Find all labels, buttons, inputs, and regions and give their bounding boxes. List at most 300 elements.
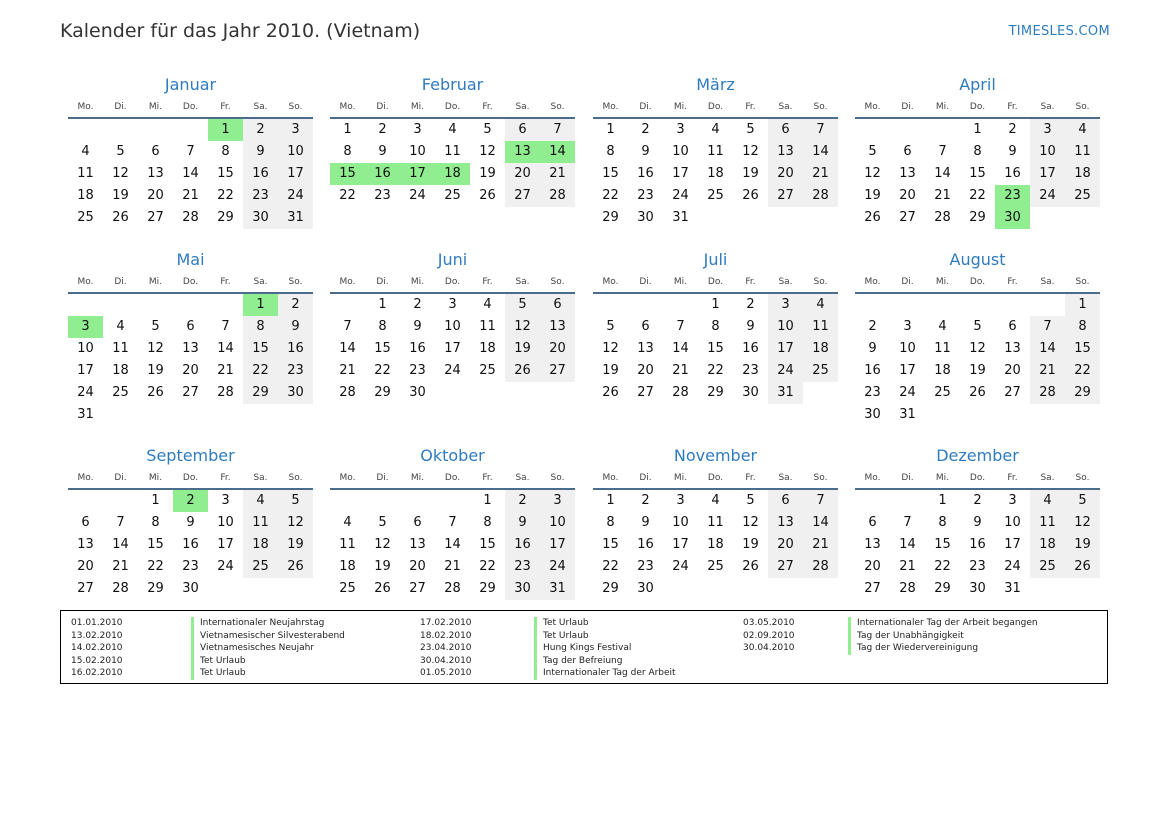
holiday-row xyxy=(71,630,411,643)
weekday-label: Mi. xyxy=(935,102,950,112)
empty-cell xyxy=(173,119,208,141)
day-cell: 30 xyxy=(505,578,540,600)
day-cell: 5 xyxy=(746,493,755,508)
day-cell: 27 xyxy=(1004,385,1021,400)
holiday-day: 16 xyxy=(365,163,400,185)
weekday-label: Fr. xyxy=(482,102,493,112)
holiday-day: 23 xyxy=(995,185,1030,207)
weekday-label: Di. xyxy=(901,277,914,287)
day-cell: 1 xyxy=(606,493,615,508)
weekday-label: Mi. xyxy=(410,102,425,112)
day-cell: 7 xyxy=(1030,316,1065,338)
day-cell: 4 xyxy=(448,122,457,137)
day-cell: 2 xyxy=(973,493,982,508)
weekday-header xyxy=(68,272,313,294)
day-cell: 10 xyxy=(1004,515,1021,530)
day-cell: 2 xyxy=(641,122,650,137)
day-cell: 31 xyxy=(278,207,313,229)
day-cell: 27 xyxy=(147,210,164,225)
weekday-label: Mi. xyxy=(673,473,688,483)
day-cell: 19 xyxy=(147,363,164,378)
day-cell: 17 xyxy=(77,363,94,378)
day-cell: 4 xyxy=(1065,119,1100,141)
weekday-label: Mo. xyxy=(864,473,881,483)
holiday-row xyxy=(71,655,411,668)
month-oktober xyxy=(330,444,575,600)
day-cell: 11 xyxy=(112,341,129,356)
day-cell: 5 xyxy=(378,515,387,530)
day-cell: 11 xyxy=(707,515,724,530)
empty-cell xyxy=(855,294,890,316)
day-cell: 3 xyxy=(278,119,313,141)
holiday-date: 14.02.2010 xyxy=(71,643,123,653)
empty-cell xyxy=(138,119,173,141)
day-cell: 13 xyxy=(768,141,803,163)
weekday-label: So. xyxy=(288,102,303,112)
empty-cell xyxy=(138,294,173,316)
weekday-label: Mi. xyxy=(935,277,950,287)
day-cell: 12 xyxy=(742,515,759,530)
day-cell: 29 xyxy=(707,385,724,400)
day-cell: 24 xyxy=(672,559,689,574)
holiday-date: 18.02.2010 xyxy=(420,630,472,641)
day-cell: 11 xyxy=(934,341,951,356)
day-cell: 13 xyxy=(637,341,654,356)
day-cell: 16 xyxy=(243,163,278,185)
day-cell: 30 xyxy=(637,581,654,596)
day-cell: 22 xyxy=(602,559,619,574)
day-cell: 29 xyxy=(602,581,619,596)
weekday-label: Mi. xyxy=(410,277,425,287)
empty-cell xyxy=(925,119,960,141)
weekday-header xyxy=(330,97,575,119)
day-cell: 19 xyxy=(602,363,619,378)
month-august xyxy=(855,248,1100,426)
day-cell: 2 xyxy=(641,493,650,508)
empty-cell xyxy=(365,490,400,512)
month-februar xyxy=(330,73,575,207)
empty-cell xyxy=(68,490,103,512)
day-cell: 24 xyxy=(409,188,426,203)
day-cell: 18 xyxy=(1065,163,1100,185)
day-cell: 3 xyxy=(1008,493,1017,508)
day-cell: 4 xyxy=(803,294,838,316)
day-cell: 26 xyxy=(602,385,619,400)
day-cell: 30 xyxy=(243,207,278,229)
holiday-name: Vietnamesischer Silvesterabend xyxy=(191,630,345,643)
day-cell: 7 xyxy=(803,119,838,141)
day-cell: 3 xyxy=(221,493,230,508)
day-cell: 26 xyxy=(742,559,759,574)
day-cell: 23 xyxy=(742,363,759,378)
holiday-row xyxy=(743,642,1083,655)
day-cell: 8 xyxy=(343,144,352,159)
day-cell: 7 xyxy=(676,319,685,334)
day-cell: 17 xyxy=(672,166,689,181)
day-cell: 22 xyxy=(217,188,234,203)
day-cell: 18 xyxy=(707,537,724,552)
day-cell: 14 xyxy=(182,166,199,181)
weekday-label: Do. xyxy=(182,102,199,112)
day-cell: 12 xyxy=(479,144,496,159)
weekday-header xyxy=(855,272,1100,294)
day-cell: 23 xyxy=(409,363,426,378)
month-title: Januar xyxy=(164,75,217,94)
month-juni xyxy=(330,248,575,404)
day-cell: 16 xyxy=(409,341,426,356)
day-cell: 1 xyxy=(973,122,982,137)
day-cell: 17 xyxy=(1004,537,1021,552)
day-cell: 1 xyxy=(151,493,160,508)
empty-cell xyxy=(208,294,243,316)
day-cell: 9 xyxy=(1008,144,1017,159)
day-cell: 24 xyxy=(444,363,461,378)
day-cell: 15 xyxy=(934,537,951,552)
day-cell: 16 xyxy=(182,537,199,552)
day-cell: 31 xyxy=(540,578,575,600)
weekday-label: Di. xyxy=(901,473,914,483)
day-cell: 28 xyxy=(672,385,689,400)
day-cell: 14 xyxy=(1030,338,1065,360)
day-cell: 11 xyxy=(803,316,838,338)
empty-cell xyxy=(173,294,208,316)
day-cell: 13 xyxy=(768,512,803,534)
day-cell: 2 xyxy=(278,294,313,316)
weekday-label: So. xyxy=(288,473,303,483)
holiday-name: Internationaler Tag der Arbeit begangen xyxy=(848,617,1038,630)
day-cell: 16 xyxy=(505,534,540,556)
weekday-label: Do. xyxy=(969,102,986,112)
day-cell: 24 xyxy=(278,185,313,207)
day-cell: 1 xyxy=(606,122,615,137)
day-cell: 20 xyxy=(147,188,164,203)
day-cell: 22 xyxy=(374,363,391,378)
day-cell: 16 xyxy=(278,338,313,360)
day-cell: 9 xyxy=(505,512,540,534)
weekday-label: Mi. xyxy=(673,102,688,112)
day-cell: 6 xyxy=(81,515,90,530)
day-cell: 19 xyxy=(374,559,391,574)
day-cell: 30 xyxy=(409,385,426,400)
day-cell: 18 xyxy=(803,338,838,360)
day-cell: 23 xyxy=(969,559,986,574)
day-cell: 19 xyxy=(969,363,986,378)
day-cell: 28 xyxy=(899,581,916,596)
day-cell: 10 xyxy=(672,515,689,530)
empty-cell xyxy=(330,490,365,512)
day-cell: 4 xyxy=(711,122,720,137)
weekday-label: Mi. xyxy=(148,277,163,287)
day-cell: 18 xyxy=(112,363,129,378)
day-cell: 7 xyxy=(540,119,575,141)
day-cell: 15 xyxy=(602,166,619,181)
weekday-label: Mo. xyxy=(602,277,619,287)
day-cell: 28 xyxy=(803,185,838,207)
day-cell: 3 xyxy=(413,122,422,137)
weekday-header xyxy=(593,272,838,294)
day-cell: 29 xyxy=(243,382,278,404)
weekday-label: Do. xyxy=(182,473,199,483)
day-grid xyxy=(330,294,575,404)
day-cell: 28 xyxy=(540,185,575,207)
day-cell: 29 xyxy=(934,581,951,596)
holiday-column xyxy=(743,617,1083,655)
day-cell: 20 xyxy=(768,163,803,185)
empty-cell xyxy=(330,294,365,316)
brand-link[interactable]: TIMESLES.COM xyxy=(1008,24,1110,39)
empty-cell xyxy=(103,119,138,141)
weekday-header xyxy=(593,468,838,490)
day-cell: 31 xyxy=(899,407,916,422)
weekday-label: Mi. xyxy=(673,277,688,287)
holiday-column xyxy=(71,617,411,680)
holiday-day: 1 xyxy=(243,294,278,316)
day-grid xyxy=(593,119,838,229)
day-cell: 28 xyxy=(217,385,234,400)
empty-cell xyxy=(1030,294,1065,316)
day-cell: 7 xyxy=(448,515,457,530)
day-cell: 2 xyxy=(1008,122,1017,137)
day-cell: 26 xyxy=(864,210,881,225)
weekday-label: Di. xyxy=(114,102,127,112)
day-cell: 12 xyxy=(969,341,986,356)
month-title: August xyxy=(949,250,1006,269)
day-cell: 13 xyxy=(147,166,164,181)
day-cell: 25 xyxy=(339,581,356,596)
day-cell: 5 xyxy=(973,319,982,334)
day-cell: 28 xyxy=(803,556,838,578)
weekday-label: Sa. xyxy=(1040,102,1055,112)
day-cell: 20 xyxy=(1004,363,1021,378)
empty-cell xyxy=(435,490,470,512)
day-cell: 7 xyxy=(343,319,352,334)
day-cell: 21 xyxy=(934,188,951,203)
day-cell: 16 xyxy=(637,537,654,552)
month-dezember xyxy=(855,444,1100,600)
day-cell: 21 xyxy=(444,559,461,574)
day-cell: 14 xyxy=(112,537,129,552)
day-cell: 2 xyxy=(505,490,540,512)
holiday-day: 1 xyxy=(208,119,243,141)
day-cell: 5 xyxy=(606,319,615,334)
day-cell: 24 xyxy=(899,385,916,400)
month-title: September xyxy=(146,446,235,465)
weekday-label: Fr. xyxy=(1007,277,1018,287)
holiday-name: Hung Kings Festival xyxy=(534,642,631,655)
empty-cell xyxy=(103,490,138,512)
weekday-header xyxy=(855,97,1100,119)
day-grid xyxy=(855,294,1100,426)
holiday-date: 15.02.2010 xyxy=(71,655,123,666)
day-cell: 16 xyxy=(1004,166,1021,181)
day-cell: 27 xyxy=(768,185,803,207)
day-cell: 24 xyxy=(1004,559,1021,574)
day-cell: 18 xyxy=(707,166,724,181)
day-cell: 3 xyxy=(676,122,685,137)
page-title: Kalender für das Jahr 2010. (Vietnam) xyxy=(60,20,421,42)
day-grid xyxy=(593,294,838,404)
month-januar xyxy=(68,73,313,229)
day-cell: 17 xyxy=(540,534,575,556)
day-cell: 18 xyxy=(77,188,94,203)
day-cell: 12 xyxy=(278,512,313,534)
holiday-name: Internationaler Neujahrstag xyxy=(191,617,324,630)
holiday-name: Tag der Unabhängigkeit xyxy=(848,630,964,643)
day-cell: 30 xyxy=(864,407,881,422)
empty-cell xyxy=(960,294,995,316)
weekday-label: Do. xyxy=(444,473,461,483)
holiday-day: 3 xyxy=(68,316,103,338)
weekday-label: So. xyxy=(1075,102,1090,112)
weekday-label: Sa. xyxy=(515,102,530,112)
day-cell: 5 xyxy=(1065,490,1100,512)
holiday-day: 18 xyxy=(435,163,470,185)
day-cell: 19 xyxy=(1065,534,1100,556)
day-cell: 19 xyxy=(864,188,881,203)
weekday-label: So. xyxy=(550,102,565,112)
day-cell: 29 xyxy=(969,210,986,225)
day-cell: 16 xyxy=(864,363,881,378)
day-cell: 14 xyxy=(339,341,356,356)
day-cell: 17 xyxy=(278,163,313,185)
day-cell: 18 xyxy=(934,363,951,378)
day-cell: 21 xyxy=(803,534,838,556)
empty-cell xyxy=(890,119,925,141)
weekday-label: Di. xyxy=(639,473,652,483)
weekday-label: Mi. xyxy=(148,473,163,483)
holiday-date: 02.09.2010 xyxy=(743,630,795,641)
weekday-label: Di. xyxy=(114,277,127,287)
day-cell: 24 xyxy=(672,188,689,203)
day-grid xyxy=(330,490,575,600)
empty-cell xyxy=(400,490,435,512)
day-cell: 15 xyxy=(374,341,391,356)
holiday-row xyxy=(420,667,760,680)
weekday-label: Sa. xyxy=(778,277,793,287)
day-cell: 8 xyxy=(1065,316,1100,338)
day-cell: 17 xyxy=(444,341,461,356)
day-cell: 4 xyxy=(243,490,278,512)
empty-cell xyxy=(925,294,960,316)
day-cell: 30 xyxy=(182,581,199,596)
day-cell: 20 xyxy=(540,338,575,360)
day-grid xyxy=(330,119,575,207)
day-cell: 24 xyxy=(768,360,803,382)
day-cell: 10 xyxy=(672,144,689,159)
empty-cell xyxy=(890,490,925,512)
weekday-label: Di. xyxy=(376,277,389,287)
holiday-row xyxy=(743,630,1083,643)
day-cell: 24 xyxy=(77,385,94,400)
day-cell: 11 xyxy=(707,144,724,159)
weekday-label: So. xyxy=(550,277,565,287)
day-cell: 20 xyxy=(768,534,803,556)
weekday-label: Mo. xyxy=(864,102,881,112)
weekday-label: Sa. xyxy=(778,102,793,112)
weekday-label: So. xyxy=(813,473,828,483)
day-cell: 20 xyxy=(899,188,916,203)
day-cell: 15 xyxy=(147,537,164,552)
weekday-label: Mo. xyxy=(339,277,356,287)
month-april xyxy=(855,73,1100,229)
day-cell: 10 xyxy=(768,316,803,338)
day-cell: 17 xyxy=(217,537,234,552)
day-cell: 5 xyxy=(868,144,877,159)
month-title: März xyxy=(696,75,735,94)
day-cell: 22 xyxy=(602,188,619,203)
weekday-label: Sa. xyxy=(515,277,530,287)
day-cell: 11 xyxy=(77,166,94,181)
day-cell: 5 xyxy=(483,122,492,137)
day-cell: 25 xyxy=(1065,185,1100,207)
empty-cell xyxy=(68,294,103,316)
day-cell: 15 xyxy=(1065,338,1100,360)
month-title: Mai xyxy=(176,250,205,269)
weekday-label: Di. xyxy=(901,102,914,112)
month-september xyxy=(68,444,313,600)
day-cell: 28 xyxy=(182,210,199,225)
day-cell: 18 xyxy=(243,534,278,556)
weekday-label: Sa. xyxy=(1040,277,1055,287)
day-cell: 13 xyxy=(409,537,426,552)
day-cell: 12 xyxy=(602,341,619,356)
holiday-row xyxy=(420,642,760,655)
day-cell: 29 xyxy=(602,210,619,225)
weekday-label: Mi. xyxy=(410,473,425,483)
day-cell: 5 xyxy=(278,490,313,512)
day-cell: 9 xyxy=(243,141,278,163)
weekday-label: So. xyxy=(1075,277,1090,287)
day-cell: 13 xyxy=(899,166,916,181)
day-cell: 31 xyxy=(77,407,94,422)
weekday-header xyxy=(855,468,1100,490)
day-cell: 15 xyxy=(243,338,278,360)
day-cell: 18 xyxy=(339,559,356,574)
holiday-day: 13 xyxy=(505,141,540,163)
day-cell: 25 xyxy=(479,363,496,378)
day-cell: 25 xyxy=(934,385,951,400)
day-cell: 26 xyxy=(479,188,496,203)
day-cell: 23 xyxy=(637,188,654,203)
day-cell: 10 xyxy=(1030,141,1065,163)
day-cell: 22 xyxy=(339,188,356,203)
day-cell: 26 xyxy=(969,385,986,400)
day-cell: 29 xyxy=(217,210,234,225)
holiday-date: 03.05.2010 xyxy=(743,618,795,628)
day-cell: 9 xyxy=(378,144,387,159)
day-cell: 27 xyxy=(864,581,881,596)
weekday-label: Mo. xyxy=(77,277,94,287)
day-cell: 21 xyxy=(1030,360,1065,382)
weekday-label: Do. xyxy=(182,277,199,287)
day-cell: 8 xyxy=(221,144,230,159)
holiday-column xyxy=(420,617,760,680)
month-november xyxy=(593,444,838,600)
day-cell: 3 xyxy=(448,297,457,312)
day-cell: 28 xyxy=(934,210,951,225)
day-grid xyxy=(593,490,838,600)
day-cell: 3 xyxy=(540,490,575,512)
day-cell: 19 xyxy=(742,166,759,181)
day-cell: 16 xyxy=(637,166,654,181)
day-cell: 6 xyxy=(413,515,422,530)
day-cell: 18 xyxy=(1030,534,1065,556)
weekday-label: Fr. xyxy=(745,473,756,483)
empty-cell xyxy=(855,490,890,512)
day-cell: 3 xyxy=(1030,119,1065,141)
day-cell: 21 xyxy=(339,363,356,378)
month-title: Juni xyxy=(437,250,468,269)
